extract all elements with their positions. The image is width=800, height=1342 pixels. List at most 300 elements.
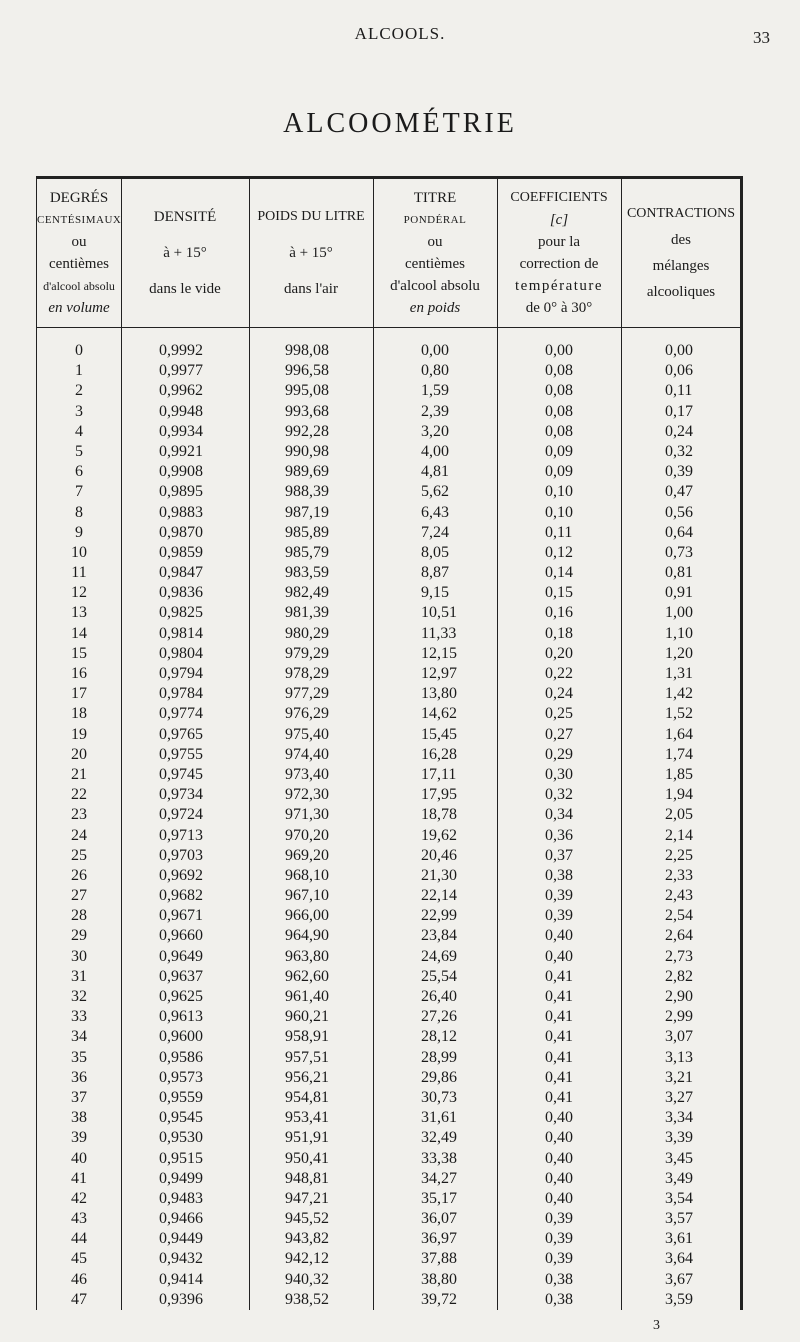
degres-cell: 6 [75,463,83,481]
contr-cell: 2,73 [665,947,693,965]
header-coeff [497,179,621,327]
densite-cell: 0,9449 [159,1230,203,1248]
contr-cell: 0,91 [665,584,693,602]
poids-cell: 958,91 [285,1028,329,1046]
contr-cell: 0,00 [665,342,693,359]
densite-cell: 0,9734 [159,786,203,804]
contr-cell: 0,11 [665,382,693,400]
poids-cell: 992,28 [285,422,329,440]
degres-cell: 20 [71,745,87,763]
page-number: 33 [753,28,770,47]
header-densite-l2: à + 15° [163,245,207,261]
page-title: ALCOOMÉTRIE [283,108,517,139]
titre-cell: 22,99 [421,907,457,925]
contr-cell: 0,64 [665,523,693,541]
poids-cell: 976,29 [285,705,329,723]
poids-cell: 990,98 [285,442,329,460]
densite-cell: 0,9545 [159,1109,203,1127]
densite-cell: 0,9784 [159,685,203,703]
densite-cell: 0,9948 [159,402,203,420]
signature-mark: 3 [653,1318,660,1333]
poids-cell: 954,81 [285,1088,329,1106]
poids-cell: 980,29 [285,624,329,642]
header-coeff-l1: COEFFICIENTS [510,190,608,205]
header-densite-l3: dans le vide [149,281,221,297]
contr-cell: 1,94 [665,786,693,804]
contr-cell: 1,31 [665,665,693,682]
titre-cell: 5,62 [421,483,449,501]
column-rule [249,179,250,1310]
titre-cell: 28,99 [421,1048,457,1066]
poids-cell: 960,21 [285,1008,329,1026]
poids-cell: 951,91 [285,1129,329,1147]
contr-cell: 3,39 [665,1129,693,1147]
header-titre-l3: ou [427,234,443,250]
coeff-cell: 0,39 [545,1250,573,1268]
contr-cell: 3,61 [665,1230,693,1248]
contr-cell: 3,45 [665,1149,693,1167]
contr-cell: 2,54 [665,907,693,925]
titre-cell: 7,24 [421,523,449,541]
contr-cell: 0,17 [665,402,693,420]
poids-cell: 950,41 [285,1149,329,1167]
header-degres-l6: en volume [48,300,110,316]
titre-cell: 13,80 [421,685,457,703]
poids-cell: 948,81 [285,1169,329,1187]
titre-cell: 4,00 [421,442,449,460]
poids-cell: 979,29 [285,644,329,662]
contr-cell: 1,52 [665,705,693,723]
titre-cell: 15,45 [421,725,457,743]
densite-cell: 0,9573 [159,1068,203,1086]
column-degres [37,341,121,1310]
poids-cell: 943,82 [285,1230,329,1248]
titre-cell: 12,15 [421,644,457,662]
degres-cell: 40 [71,1149,87,1167]
contr-cell: 2,90 [665,988,693,1005]
contr-cell: 3,27 [665,1088,693,1106]
degres-cell: 10 [71,543,87,561]
titre-cell: 1,59 [421,382,449,400]
coeff-cell: 0,11 [545,523,573,541]
poids-cell: 985,79 [285,543,329,561]
header-degres-l1: DEGRÉS [49,190,109,206]
header-degres-l3: ou [71,234,87,250]
column-rule [121,179,122,1310]
titre-cell: 17,11 [421,765,457,783]
degres-cell: 26 [71,866,87,884]
densite-cell: 0,9671 [159,907,203,925]
header-degres-l2: CENTÉSIMAUX [37,214,122,226]
degres-cell: 31 [71,967,87,985]
densite-cell: 0,9396 [159,1290,203,1308]
coeff-cell: 0,40 [545,1189,573,1207]
poids-cell: 964,90 [285,927,329,945]
contr-cell: 3,57 [665,1210,693,1228]
contr-cell: 0,81 [665,564,693,582]
column-titre [421,341,493,1310]
contr-cell: 2,14 [665,826,693,844]
densite-cell: 0,9977 [159,362,203,380]
densite-cell: 0,9921 [159,442,203,460]
poids-cell: 962,60 [285,967,329,985]
poids-cell: 998,08 [285,342,329,359]
densite-cell: 0,9804 [159,644,203,662]
titre-cell: 24,69 [421,947,457,965]
header-titre-l2: PONDÉRAL [403,214,467,226]
header-densite [121,179,249,327]
titre-cell: 0,00 [421,342,449,359]
densite-cell: 0,9883 [159,503,203,521]
coeff-cell: 0,10 [545,483,573,501]
coeff-cell: 0,14 [545,564,573,582]
header-poids-l2: à + 15° [289,245,333,261]
coeff-cell: 0,22 [545,665,573,682]
contr-cell: 2,43 [665,887,693,905]
contr-cell: 3,34 [665,1109,693,1127]
contr-cell: 2,64 [665,927,693,945]
poids-cell: 940,32 [285,1270,329,1288]
densite-cell: 0,9586 [159,1048,203,1066]
degres-cell: 43 [71,1210,87,1228]
poids-cell: 977,29 [285,685,329,703]
degres-cell: 37 [71,1088,87,1106]
contr-cell: 2,82 [665,967,693,985]
titre-cell: 34,27 [421,1169,457,1187]
titre-cell: 9,15 [421,584,449,602]
titre-cell: 37,88 [421,1250,457,1268]
densite-cell: 0,9755 [159,745,203,763]
contr-cell: 3,13 [665,1048,693,1066]
contr-cell: 0,06 [665,362,693,380]
coeff-cell: 0,20 [545,644,573,662]
densite-cell: 0,9703 [159,846,203,864]
coeff-cell: 0,41 [545,1088,573,1106]
titre-cell: 35,17 [421,1189,457,1207]
poids-cell: 938,52 [285,1290,329,1308]
titre-cell: 22,14 [421,887,457,905]
coeff-cell: 0,39 [545,907,573,925]
contr-cell: 0,56 [665,503,693,521]
titre-cell: 26,40 [421,988,457,1005]
coeff-cell: 0,40 [545,927,573,945]
densite-cell: 0,9814 [159,624,203,642]
contr-cell: 2,33 [665,866,693,884]
poids-cell: 985,89 [285,523,329,541]
header-coeff-l3: pour la [537,234,581,250]
densite-cell: 0,9962 [159,382,203,400]
header-poids-l1: POIDS DU LITRE [257,209,365,224]
header-degres-l5: d'alcool absolu [43,279,115,293]
titre-cell: 0,80 [421,362,449,380]
densite-cell: 0,9859 [159,543,203,561]
coeff-cell: 0,15 [545,584,573,602]
densite-cell: 0,9724 [159,806,203,824]
densite-cell: 0,9870 [159,523,203,541]
contr-cell: 3,49 [665,1169,693,1187]
header-contr-l2: des [671,232,691,248]
titre-cell: 33,38 [421,1149,457,1167]
contr-cell: 1,42 [665,685,693,703]
contr-cell: 2,25 [665,846,693,864]
degres-cell: 27 [71,887,87,905]
header-titre-l5: d'alcool absolu [390,278,480,294]
coeff-cell: 0,41 [545,1008,573,1026]
degres-cell: 18 [71,705,87,723]
poids-cell: 966,00 [285,907,329,925]
header-contr-l3: mélanges [652,258,710,274]
header-contr-l1: CONTRACTIONS [626,206,736,221]
poids-cell: 957,51 [285,1048,329,1066]
poids-cell: 995,08 [285,382,329,400]
titre-cell: 8,05 [421,543,449,561]
degres-cell: 41 [71,1169,87,1187]
coeff-cell: 0,40 [545,1109,573,1127]
densite-cell: 0,9895 [159,483,203,501]
header-poids [249,179,373,327]
poids-cell: 996,58 [285,362,329,380]
degres-cell: 35 [71,1048,87,1066]
densite-cell: 0,9794 [159,665,203,682]
degres-cell: 9 [75,523,83,541]
contr-cell: 0,24 [665,422,693,440]
running-head: ALCOOLS. [354,24,446,43]
degres-cell: 45 [71,1250,87,1268]
coeff-cell: 0,27 [545,725,573,743]
column-contr [665,341,725,1310]
degres-cell: 32 [71,988,87,1005]
header-titre-l6: en poids [409,300,461,316]
contr-cell: 1,20 [665,644,693,662]
degres-cell: 11 [71,564,87,582]
titre-cell: 2,39 [421,402,449,420]
coeff-cell: 0,39 [545,887,573,905]
coeff-cell: 0,34 [545,806,573,824]
densite-cell: 0,9432 [159,1250,203,1268]
titre-cell: 31,61 [421,1109,457,1127]
degres-cell: 44 [71,1230,87,1248]
header-contr-l4: alcooliques [646,284,716,300]
degres-cell: 16 [71,665,87,682]
contr-cell: 1,74 [665,745,693,763]
contr-cell: 2,99 [665,1008,693,1026]
coeff-cell: 0,24 [545,685,573,703]
coeff-cell: 0,41 [545,988,573,1005]
coeff-cell: 0,00 [545,342,573,359]
column-rule [621,179,622,1310]
degres-cell: 21 [71,765,87,783]
header-coeff-l6: de 0° à 30° [525,300,593,316]
poids-cell: 970,20 [285,826,329,844]
densite-cell: 0,9530 [159,1129,203,1147]
poids-cell: 973,40 [285,765,329,783]
poids-cell: 989,69 [285,463,329,481]
coeff-cell: 0,38 [545,1290,573,1308]
titre-cell: 25,54 [421,967,457,985]
densite-cell: 0,9745 [159,765,203,783]
titre-cell: 4,81 [421,463,449,481]
degres-cell: 15 [71,644,87,662]
titre-cell: 17,95 [421,786,457,804]
header-titre-l4: centièmes [405,256,465,272]
header-poids-l3: dans l'air [284,281,338,297]
contr-cell: 3,54 [665,1189,693,1207]
degres-cell: 46 [71,1270,87,1288]
header-densite-l1: DENSITÉ [153,209,217,225]
contr-cell: 3,59 [665,1290,693,1308]
coeff-cell: 0,41 [545,1048,573,1066]
coeff-cell: 0,41 [545,967,573,985]
header-titre-l1: TITRE [413,190,457,206]
coeff-cell: 0,25 [545,705,573,723]
titre-cell: 18,78 [421,806,457,824]
degres-cell: 30 [71,947,87,965]
titre-cell: 8,87 [421,564,449,582]
densite-cell: 0,9515 [159,1149,203,1167]
densite-cell: 0,9649 [159,947,203,965]
coeff-cell: 0,40 [545,1169,573,1187]
contr-cell: 0,32 [665,442,693,460]
degres-cell: 4 [75,422,83,440]
coeff-cell: 0,10 [545,503,573,521]
degres-cell: 17 [71,685,87,703]
contr-cell: 0,47 [665,483,693,501]
poids-cell: 953,41 [285,1109,329,1127]
degres-cell: 24 [71,826,87,844]
densite-cell: 0,9774 [159,705,203,723]
coeff-cell: 0,40 [545,1149,573,1167]
contr-cell: 3,21 [665,1068,693,1086]
titre-cell: 19,62 [421,826,457,844]
degres-cell: 13 [71,604,87,622]
poids-cell: 956,21 [285,1068,329,1086]
degres-cell: 12 [71,584,87,602]
coeff-cell: 0,39 [545,1230,573,1248]
poids-cell: 975,40 [285,725,329,743]
titre-cell: 12,97 [421,665,457,682]
titre-cell: 23,84 [421,927,457,945]
densite-cell: 0,9836 [159,584,203,602]
degres-cell: 1 [75,362,83,380]
coeff-cell: 0,08 [545,382,573,400]
densite-cell: 0,9682 [159,887,203,905]
densite-cell: 0,9466 [159,1210,203,1228]
degres-cell: 14 [71,624,87,642]
contr-cell: 1,85 [665,765,693,783]
densite-cell: 0,9499 [159,1169,203,1187]
densite-cell: 0,9613 [159,1008,203,1026]
header-coeff-l5: température [514,278,604,294]
poids-cell: 978,29 [285,665,329,682]
coeff-cell: 0,29 [545,745,573,763]
densite-cell: 0,9625 [159,988,203,1005]
header-contr [621,179,741,327]
degres-cell: 3 [75,402,83,420]
densite-cell: 0,9908 [159,463,203,481]
poids-cell: 974,40 [285,745,329,763]
densite-cell: 0,9414 [159,1270,203,1288]
titre-cell: 29,86 [421,1068,457,1086]
coeff-cell: 0,39 [545,1210,573,1228]
titre-cell: 3,20 [421,422,449,440]
degres-cell: 0 [75,342,83,359]
poids-cell: 987,19 [285,503,329,521]
poids-cell: 942,12 [285,1250,329,1268]
degres-cell: 47 [71,1290,87,1308]
contr-cell: 1,00 [665,604,693,622]
column-coeff [545,341,605,1310]
contr-cell: 3,67 [665,1270,693,1288]
coeff-cell: 0,08 [545,362,573,380]
titre-cell: 20,46 [421,846,457,864]
titre-cell: 16,28 [421,745,457,763]
densite-cell: 0,9600 [159,1028,203,1046]
poids-cell: 971,30 [285,806,329,824]
poids-cell: 947,21 [285,1189,329,1207]
coeff-cell: 0,38 [545,866,573,884]
header-rule [37,327,740,328]
poids-cell: 968,10 [285,866,329,884]
coeff-cell: 0,38 [545,1270,573,1288]
degres-cell: 39 [71,1129,87,1147]
column-rule [497,179,498,1310]
titre-cell: 39,72 [421,1290,457,1308]
densite-cell: 0,9934 [159,422,203,440]
degres-cell: 8 [75,503,83,521]
densite-cell: 0,9660 [159,927,203,945]
coeff-cell: 0,08 [545,422,573,440]
poids-cell: 972,30 [285,786,329,804]
contr-cell: 2,05 [665,806,693,824]
titre-cell: 36,97 [421,1230,457,1248]
titre-cell: 28,12 [421,1028,457,1046]
coeff-cell: 0,12 [545,543,573,561]
coeff-cell: 0,09 [545,442,573,460]
coeff-cell: 0,30 [545,765,573,783]
coeff-cell: 0,18 [545,624,573,642]
poids-cell: 982,49 [285,584,329,602]
degres-cell: 22 [71,786,87,804]
degres-cell: 36 [71,1068,87,1086]
coeff-cell: 0,36 [545,826,573,844]
poids-cell: 945,52 [285,1210,329,1228]
poids-cell: 961,40 [285,988,329,1005]
degres-cell: 42 [71,1189,87,1207]
degres-cell: 2 [75,382,83,400]
poids-cell: 969,20 [285,846,329,864]
poids-cell: 988,39 [285,483,329,501]
densite-cell: 0,9825 [159,604,203,622]
contr-cell: 1,64 [665,725,693,743]
coeff-cell: 0,40 [545,947,573,965]
titre-cell: 30,73 [421,1088,457,1106]
coeff-cell: 0,41 [545,1068,573,1086]
densite-cell: 0,9637 [159,967,203,985]
contr-cell: 1,10 [665,624,693,642]
degres-cell: 25 [71,846,87,864]
densite-cell: 0,9483 [159,1189,203,1207]
poids-cell: 967,10 [285,887,329,905]
column-densite [159,341,249,1310]
titre-cell: 21,30 [421,866,457,884]
coeff-cell: 0,08 [545,402,573,420]
contr-cell: 3,64 [665,1250,693,1268]
degres-cell: 33 [71,1008,87,1026]
degres-cell: 19 [71,725,87,743]
densite-cell: 0,9713 [159,826,203,844]
contr-cell: 0,73 [665,543,693,561]
titre-cell: 36,07 [421,1210,457,1228]
